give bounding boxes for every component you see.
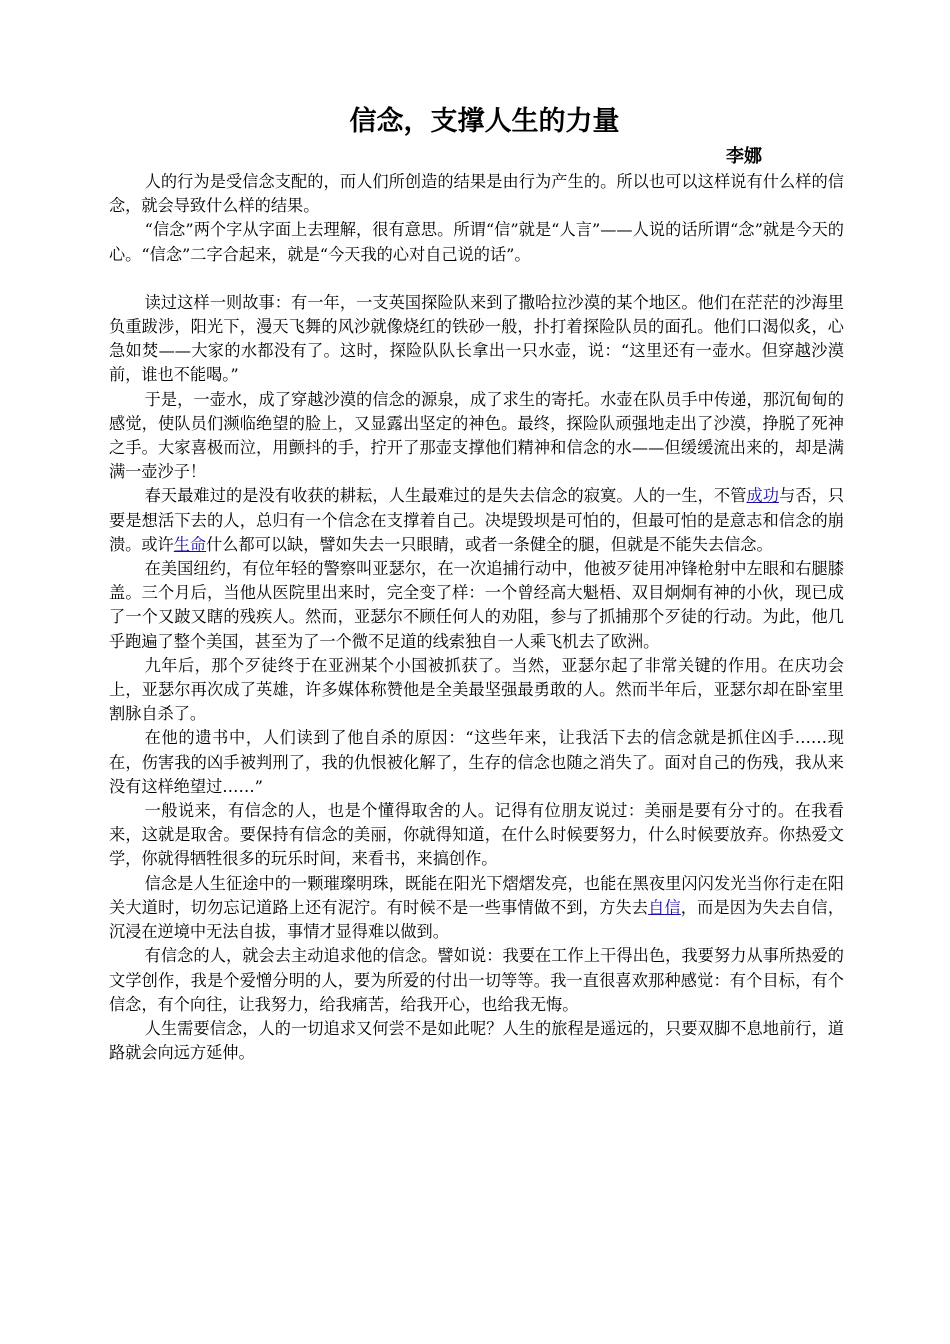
paragraph (109, 170, 844, 218)
paragraph (109, 291, 844, 388)
inline-link[interactable]: 自信 (648, 897, 681, 917)
paragraph (109, 1017, 844, 1065)
article-title: 信念，支撑人生的力量 (349, 106, 620, 137)
paragraph-text: 春天最难过的是没有收获的耕耘，人生最难过的是失去信念的寂寞。人的一生，不管 (144, 486, 747, 506)
paragraph-text: 一般说来，有信念的人，也是个懂得取舍的人。记得有位朋友说过：美丽是要有分寸的。在我看来，这就是取舍。要保持有信念的美丽，你就得知道，在什么时候要努力，什么时候要放弃。你热爱文学，你就得牺牲很多的玩乐时间，来看书，来搞创作。 (109, 801, 844, 869)
paragraph-text: 于是，一壶水，成了穿越沙漠的信念的源泉，成了求生的寄托。水壶在队员手中传递，那沉甸甸的感觉，使队员们濒临绝望的脸上，又显露出坚定的神色。最终，探险队顽强地走出了沙漠，挣脱了死神之手。大家喜极而泣，用颤抖的手，拧开了那壶支撑他们精神和信念的水——但缓缓流出来的，却是满满一壶沙子！ (109, 389, 844, 482)
paragraph (109, 388, 844, 485)
paragraph (109, 799, 844, 872)
article-body (109, 170, 844, 1065)
paragraph-text: “信念”两个字从字面上去理解，很有意思。所谓“信”就是“人言”——人说的话所谓“念”就是今天的心。“信念”二字合起来，就是“今天我的心对自己说的话”。 (109, 220, 844, 264)
document-page (109, 100, 844, 1065)
paragraph-text: 读过这样一则故事：有一年，一支英国探险队来到了撒哈拉沙漠的某个地区。他们在茫茫的沙海里负重跋涉，阳光下，漫天飞舞的风沙就像烧红的铁砂一般，扑打着探险队员的面孔。他们口渴似炙，心急如焚——大家的水都没有了。这时，探险队队长拿出一只水壶，说：“这里还有一壶水。但穿越沙漠前，谁也不能喝。” (109, 292, 844, 385)
paragraph-text: 在他的遗书中，人们读到了他自杀的原因：“这些年来，让我活下去的信念就是抓住凶手……现在，伤害我的凶手被判刑了，我的仇恨被化解了，生存的信念也随之消失了。面对自己的伤残，我从来没有这样绝望过……” (109, 728, 844, 796)
paragraph-text: ，而是因为失去自信，沉浸在逆境中无法自拔，事情才显得难以做到。 (109, 897, 845, 942)
paragraph-text: 人生需要信念，人的一切追求又何尝不是如此呢？人生的旅程是遥远的，只要双脚不息地前行，道路就会向远方延伸。 (109, 1018, 844, 1063)
paragraph (109, 218, 844, 266)
paragraph (109, 944, 844, 1017)
paragraph (109, 654, 844, 727)
paragraph-text: 人的行为是受信念支配的，而人们所创造的结果是由行为产生的。所以也可以这样说有什么样的信念，就会导致什么样的结果。 (109, 172, 844, 216)
paragraph-text: 在美国纽约，有位年轻的警察叫亚瑟尔，在一次追捕行动中，他被歹徒用冲锋枪射中左眼和右腿膝盖。三个月后，当他从医院里出来时，完全变了样：一个曾经高大魁梧、双目炯炯有神的小伙，现已成了一个又跛又瞎的残疾人。然而，亚瑟尔不顾任何人的劝阻，参与了抓捕那个歹徒的行动。为此，他几乎跑遍了整个美国，甚至为了一个微不足道的线索独自一人乘飞机去了欧洲。 (109, 559, 844, 651)
inline-link[interactable]: 成功 (746, 486, 780, 506)
paragraph-text: 九年后，那个歹徒终于在亚洲某个小国被抓获了。当然，亚瑟尔起了非常关键的作用。在庆功会上，亚瑟尔再次成了英雄，许多媒体称赞他是全美最坚强最勇敢的人。然而半年后，亚瑟尔却在卧室里割脉自杀了。 (109, 655, 844, 724)
paragraph-text: 什么都可以缺，譬如失去一只眼睛，或者一条健全的腿，但就是不能失去信念。 (206, 534, 773, 554)
paragraph-text: 信念是人生征途中的一颗璀璨明珠，既能在阳光下熠熠发亮，也能在黑夜里闪闪发光当你行走在阳关大道时，切勿忘记道路上还有泥泞。有时候不是一些事情做不到，方失去 (109, 873, 844, 917)
paragraph-text: 有信念的人，就会去主动追求他的信念。譬如说：我要在工作上干得出色，我要努力从事所热爱的文学创作，我是个爱憎分明的人，要为所爱的付出一切等等。我一直很喜欢那种感觉：有个目标，有个信念，有个向往，让我努力，给我痛苦，给我开心，也给我无悔。 (109, 946, 844, 1014)
paragraph (109, 484, 844, 557)
paragraph-text: 与否，只要是想活下去的人，总归有一个信念在支撑着自己。决堤毁坝是可怕的，但最可怕的是意志和信念的崩溃。或许 (109, 486, 845, 554)
paragraph (109, 726, 844, 799)
author-name: 李娜 (726, 146, 762, 167)
paragraph (109, 557, 844, 654)
blank-line (109, 267, 844, 291)
paragraph (109, 872, 844, 945)
inline-link[interactable]: 生命 (173, 534, 207, 554)
